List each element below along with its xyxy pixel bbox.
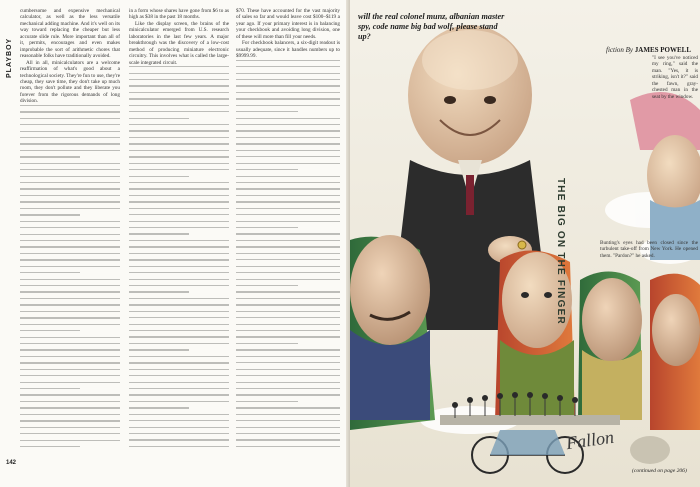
text-line [129,246,229,247]
text-line [236,330,340,331]
text-line [20,369,120,370]
text-line [129,356,229,357]
text-line [20,182,120,183]
text-line [129,433,229,434]
text-line [129,85,229,86]
text-line [129,124,229,125]
text-line [236,240,340,241]
text-line [20,440,120,441]
text-line [236,79,340,80]
text-line [129,150,229,151]
text-line [20,208,120,209]
text-line [236,233,340,234]
text-line [129,214,229,215]
text-line [236,105,340,106]
article-deck: will the real colonel munz, albanian master spy, code name big bad wolf, please stand up? [358,12,505,41]
text-line [129,304,229,305]
paragraph: For checkbook balancers, a six-digit readout is usually adequate, since it handles numbers up to $9999.99. [236,40,340,60]
paragraph: in a form whose shares have gone from $6 to as high as $38 in the past 18 months. [129,8,229,21]
text-line [236,98,340,99]
text-line [129,240,229,241]
text-line [129,176,189,177]
magazine-name: PLAYBOY [6,37,13,78]
text-line [129,221,229,222]
text-line [129,394,229,395]
text-line [129,79,229,80]
text-line [20,362,120,363]
text-line [236,195,340,196]
text-line [236,169,298,170]
text-line [129,369,229,370]
text-line [129,253,229,254]
text-line [20,131,120,132]
text-line [20,240,120,241]
text-line [236,375,340,376]
text-column-2 [129,8,229,66]
text-line [236,324,340,325]
text-line [236,433,340,434]
text-line [129,195,229,196]
text-line [236,156,340,157]
text-line [20,407,120,408]
text-line [20,304,120,305]
text-line [20,446,80,447]
text-line [236,336,340,337]
text-line [20,394,120,395]
text-line [129,446,229,447]
byline-by: By [625,46,634,54]
text-line [129,382,229,383]
text-line [20,105,120,106]
text-line [236,253,340,254]
text-column-3 [236,8,340,60]
text-line [236,298,340,299]
text-line [20,259,120,260]
text-line [129,118,189,119]
text-line [236,420,340,421]
text-line [236,176,340,177]
text-line [20,401,120,402]
text-line [236,137,340,138]
text-line [236,118,340,119]
text-line [20,427,120,428]
text-line [20,118,120,119]
text-line [236,208,340,209]
author-name: JAMES POWELL [634,46,691,54]
text-line [129,324,229,325]
text-line [20,279,120,280]
text-line [236,362,340,363]
text-line [20,317,120,318]
text-line [129,98,229,99]
text-line [236,259,340,260]
text-line [20,214,80,215]
text-line [20,414,120,415]
text-line [129,330,229,331]
text-line [129,111,229,112]
text-line [129,317,229,318]
text-line [236,143,340,144]
text-line [236,304,340,305]
paragraph: cumbersome and expensive mechanical calculator, as well as the less versatile mechanical adding machine. And it's well on its way toward replacing the cheaper but less accurate slide rule. More important than all of it, permits, encourages and even makes improbable the sort of arithmetic chores that reasonable folks have traditionally avoided. [20,8,120,60]
text-line [20,253,120,254]
text-line [129,439,229,440]
text-line [129,298,229,299]
illustrator-signature: Fallon [564,426,616,454]
text-line [20,163,120,164]
paragraph: Like the display screen, the brains of the minicalculator emerged from U.S. research laboratories in the last few years. A major breakthrough was the discovery of a low-cost method of producing miniature electronic circuitry. This involves what is called the large-scale integrated circuit. [129,20,229,66]
text-line [20,137,120,138]
text-line [129,201,229,202]
text-line [20,266,120,267]
text-line [236,227,298,228]
text-line [129,169,229,170]
text-line [129,233,189,234]
text-line [20,388,80,389]
text-line [129,272,229,273]
text-line [236,427,340,428]
text-line [129,73,229,74]
text-line [236,266,340,267]
text-line [129,105,229,106]
text-line [236,279,340,280]
text-line [236,394,340,395]
text-line [236,182,340,183]
page-number: 142 [6,460,17,466]
text-line [129,407,189,408]
text-line [20,234,120,235]
text-line [236,272,340,273]
paragraph: Bunting's eyes had been closed since the turbulent take-off from New York. He opened them. "Pardon?" he asked. [600,240,698,259]
text-line [20,188,120,189]
text-line [129,343,229,344]
text-line [20,227,120,228]
text-line [236,317,340,318]
text-line [20,124,120,125]
text-line [129,266,229,267]
text-line [129,130,229,131]
text-line [129,259,229,260]
text-line [129,336,229,337]
text-line [129,427,229,428]
text-line [129,137,229,138]
text-line [20,311,120,312]
text-line [236,246,340,247]
continued-note: (continued on page 206) [632,468,687,474]
text-line [20,150,120,151]
text-line [236,163,340,164]
text-line [20,169,120,170]
text-line [236,388,340,389]
text-line [236,343,298,344]
text-line [236,60,340,61]
byline-label: fiction [606,46,624,54]
text-line [20,221,120,222]
body-text-lines [20,105,120,453]
text-line [20,246,120,247]
text-line [236,130,340,131]
paragraph: "I see you've noticed my ring," said the man. "Yes, it is striking, isn't it?" said the fawn, gray-chested man in the seat by the window. [652,55,698,100]
text-line [236,407,340,408]
text-line [129,311,229,312]
text-line [129,362,229,363]
text-line [236,369,340,370]
text-line [236,285,298,286]
text-line [129,156,229,157]
text-line [236,214,340,215]
right-text-column [652,55,698,100]
text-line [236,85,340,86]
text-line [236,291,340,292]
text-line [20,195,120,196]
text-line [20,420,120,421]
text-line [20,349,120,350]
text-line [20,324,120,325]
text-line [129,163,229,164]
text-line [20,201,120,202]
text-line [129,414,229,415]
text-line [129,227,229,228]
text-line [236,221,340,222]
text-line [20,337,120,338]
text-line [129,291,189,292]
text-line [236,92,340,93]
right-text-column-lower [600,240,698,259]
byline [606,46,691,54]
body-text-lines [129,66,229,452]
text-line [236,439,340,440]
text-line [236,349,340,350]
text-line [129,188,229,189]
text-line [20,291,120,292]
text-line [236,73,340,74]
text-line [129,143,229,144]
paragraph: All in all, minicalculators are a welcome reaffirmation of what's good about a technological society. They're fun to use, they're cheap, they save time, they don't take up much room, they don't pollute and they liberate you forever from the rigorous demands of long division. [20,59,120,105]
text-line [20,285,120,286]
text-line [20,356,120,357]
text-line [20,382,120,383]
text-line [20,433,120,434]
text-line [236,124,340,125]
text-column-1 [20,8,120,105]
text-line [129,92,229,93]
paragraph: $70. These have accounted for the vast majority of sales so far and would leave cost $100–$119 a year ago. If your primary interest is in balancing your checkbook and avoiding long division, one of these will more than fill your needs. [236,8,340,40]
text-line [129,208,229,209]
story-title: THE BIG ON THE FINGER [555,178,566,325]
text-line [20,143,120,144]
text-line [129,375,229,376]
text-line [20,176,120,177]
text-line [20,272,80,273]
text-line [129,279,229,280]
text-line [20,298,120,299]
text-line [236,356,340,357]
text-line [236,150,340,151]
text-line [129,182,229,183]
text-line [20,330,80,331]
text-line [129,285,229,286]
text-line [236,66,340,67]
text-line [20,343,120,344]
body-text-lines [236,60,340,453]
text-line [236,311,340,312]
text-line [129,401,229,402]
text-line [20,375,120,376]
text-line [236,446,340,447]
text-line [129,66,229,67]
text-line [129,349,189,350]
text-line [236,111,298,112]
text-line [236,188,340,189]
text-line [20,156,80,157]
text-line [236,382,340,383]
text-line [20,111,120,112]
left-passenger [350,235,435,430]
text-line [236,201,340,202]
text-line [236,401,298,402]
text-line [129,420,229,421]
text-line [129,388,229,389]
text-line [236,414,340,415]
